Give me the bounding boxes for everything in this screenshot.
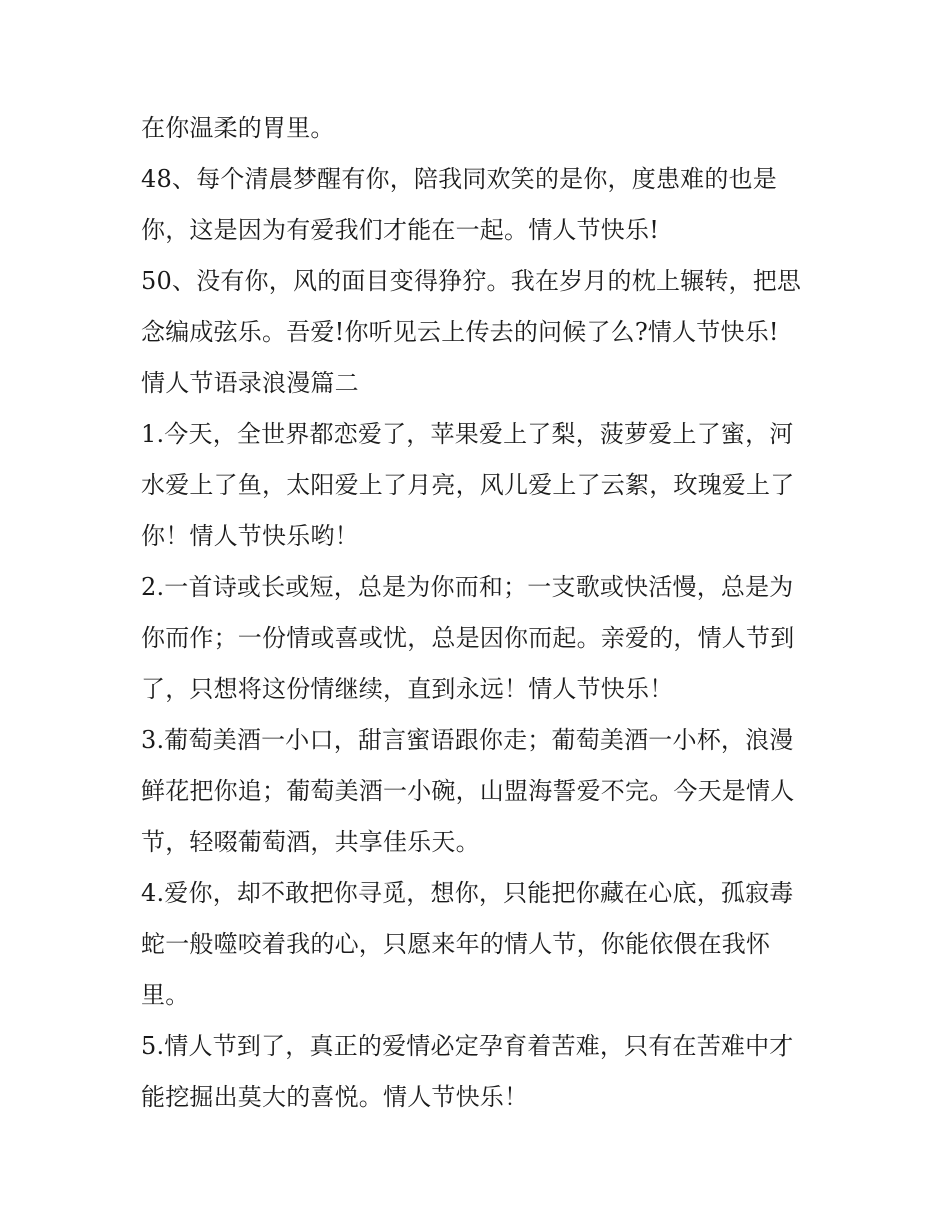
text-line: 4.爱你，却不敢把你寻觅，想你，只能把你藏在心底，孤寂毒 (141, 879, 794, 907)
text-line: 2.一首诗或长或短，总是为你而和；一支歌或快活慢，总是为 (141, 573, 794, 601)
text-line: 你！情人节快乐哟！ (141, 522, 359, 550)
text-line: 48、每个清晨梦醒有你，陪我同欢笑的是你，度患难的也是 (141, 165, 777, 193)
text-line: 在你温柔的胃里。 (141, 114, 335, 142)
text-line: 3.葡萄美酒一小口，甜言蜜语跟你走；葡萄美酒一小杯，浪漫 (141, 726, 794, 754)
text-line: 节，轻啜葡萄酒，共享佳乐天。 (141, 828, 480, 856)
text-line: 50、没有你，风的面目变得狰狞。我在岁月的枕上辗转，把思 (141, 267, 802, 295)
text-line: 能挖掘出莫大的喜悦。情人节快乐！ (141, 1083, 529, 1111)
text-line: 蛇一般噬咬着我的心，只愿来年的情人节，你能依偎在我怀 (141, 930, 771, 958)
text-line: 里。 (141, 981, 190, 1009)
text-line: 你，这是因为有爱我们才能在一起。情人节快乐! (141, 216, 660, 244)
section-heading: 情人节语录浪漫篇二 (141, 369, 359, 397)
text-line: 水爱上了鱼，太阳爱上了月亮，风儿爱上了云絮，玫瑰爱上了 (141, 471, 795, 499)
text-line: 鲜花把你追；葡萄美酒一小碗，山盟海誓爱不完。今天是情人 (141, 777, 795, 805)
text-line: 念编成弦乐。吾爱!你听见云上传去的问候了么?情人节快乐! (141, 318, 779, 346)
text-line: 5.情人节到了，真正的爱情必定孕育着苦难，只有在苦难中才 (141, 1032, 794, 1060)
text-line: 了，只想将这份情继续，直到永远！情人节快乐！ (141, 675, 674, 703)
text-line: 1.今天，全世界都恋爱了，苹果爱上了梨，菠萝爱上了蜜，河 (141, 420, 794, 448)
text-line: 你而作；一份情或喜或忧，总是因你而起。亲爱的，情人节到 (141, 624, 795, 652)
